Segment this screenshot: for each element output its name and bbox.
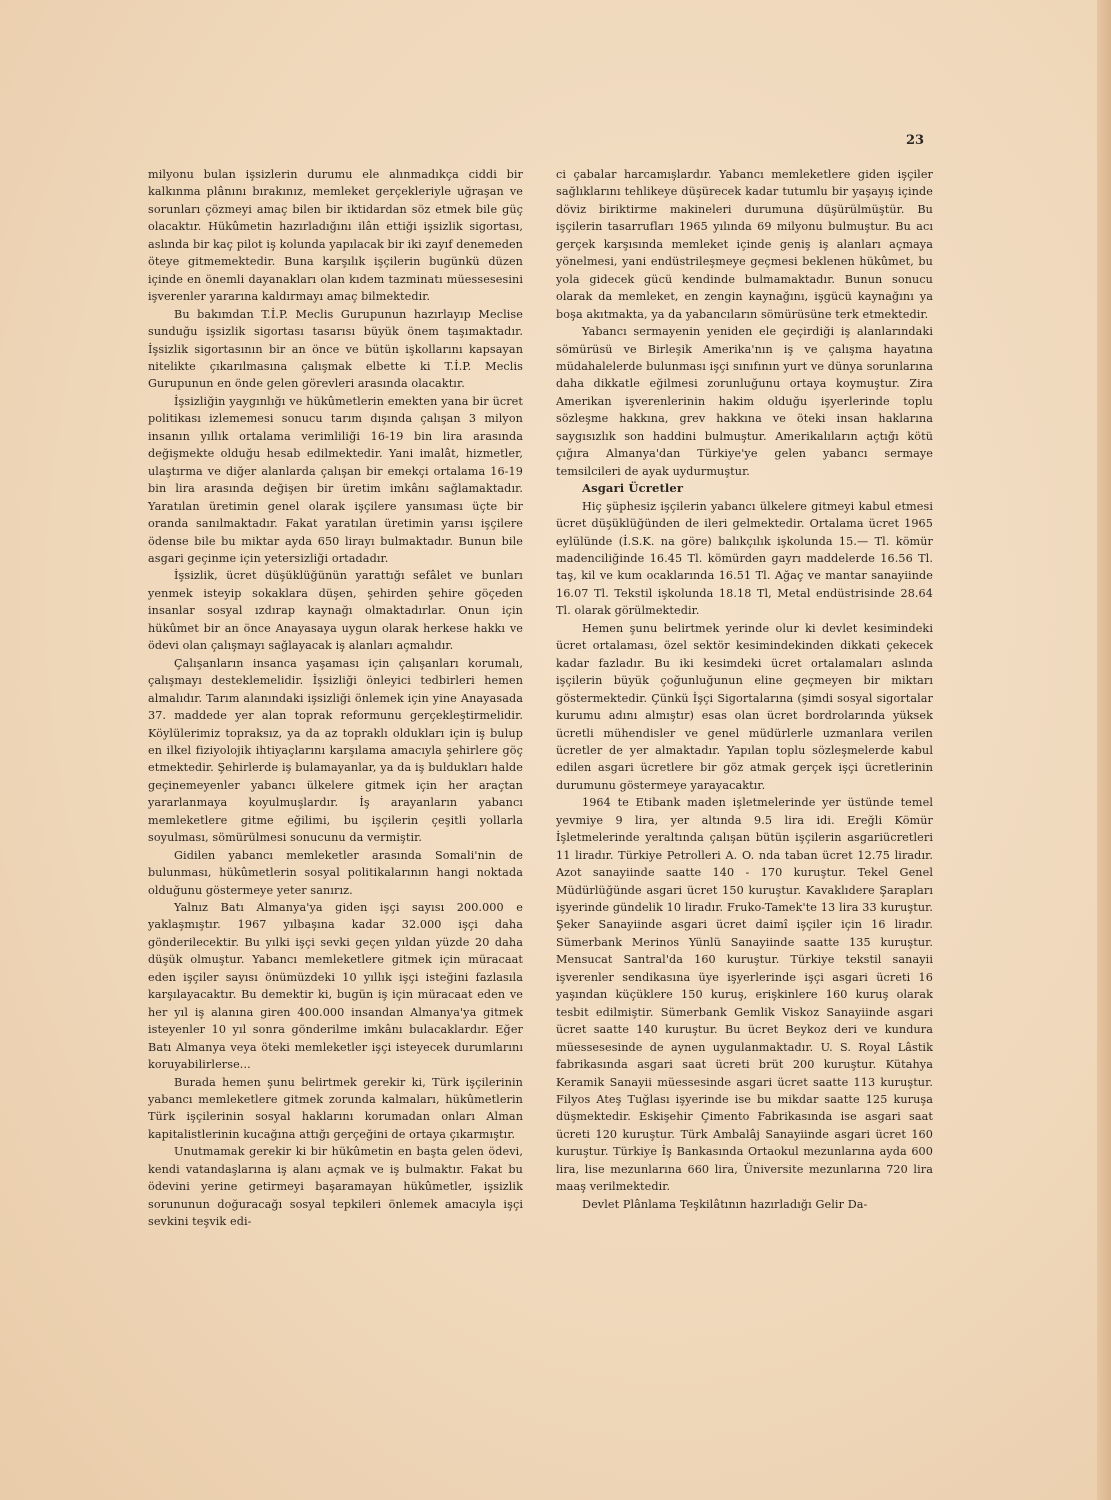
paragraph: 1964 te Etibank maden işletmelerinde yer üstünde temel yevmiye 9 lira, yer altında 9.5 lira idi. Ereğli Kömür İşletmelerinde yeraltında çalışan bütün işçilerin asgariücretleri 11 liradır. Türkiye Petrolleri A. O. nda taban ücret 12.75 liradır. Azot sanayiinde saatte 140 - 170 kuruştur. Tekel Genel Müdürlüğünde asgari ücret 150 kuruştur. Kavaklıdere Şarapları işyerinde gündelik 10 liradır. Fruko-Tamek'te 13 lira 33 kuruştur. Şeker Sanayiinde asgari ücret daimî işçiler için 16 liradır. Sümerbank Merinos Yünlü Sanayiinde saatte 135 kuruştur. Mensucat Santral'da 160 kuruştur. Türkiye tekstil sanayii işverenler sendikasına üye işyerlerinde işçi asgari ücreti 16 yaşından küçüklere 150 kuruş, erişkinlere 160 kuruş olarak tesbit edilmiştir. Sümerbank Gemlik Viskoz Sanayiinde asgari ücret saatte 140 kuruştur. Bu ücret Beykoz deri ve kundura müessesesinde de aynen uygulanmaktadır. U. S. Royal Lâstik fabrikasında asgari saat ücreti brüt 200 kuruştur. Kütahya Keramik Sanayii müessesinde asgari ücret saatte 113 kuruştur. Filyos Ateş Tuğlası işyerinde ise bu mikdar saatte 125 kuruşa düşmektedir. Eskişehir Çimento Fabrikasında ise asgari saat ücreti 120 kuruştur. Türk Ambalâj Sanayiinde asgari ücret 160 kuruştur. Türkiye İş Bankasında Ortaokul mezunlarına ayda 600 lira, lise mezunlarına 660 lira, Üniversite mezunlarına 720 lira maaş verilmektedir. <box>556 796 933 1194</box>
paragraph: Burada hemen şunu belirtmek gerekir ki, Türk işçilerinin yabancı memleketlere gitmek zorunda kalmaları, hükûmetlerin Türk işçilerinin sosyal haklarını korumadan onları Alman kapitalistlerinin kucağına attığı gerçeğini de ortaya çıkarmıştır. <box>148 1075 523 1141</box>
left-column <box>148 166 523 1231</box>
paragraph: ci çabalar harcamışlardır. Yabancı memleketlere giden işçiler sağlıklarını tehlikeye düşürecek kadar tutumlu bir yaşayış içinde döviz biriktirme makineleri durumuna düşürülmüştür. Bu işçilerin tasarrufları 1965 yılında 69 milyonu bulmuştur. Bu acı gerçek karşısında memleket içinde geniş iş alanları açmaya yönelmesi, yani endüstrileşmeye geçmesi beklenen hükûmet, bu yola gidecek gücü kendinde bulmamaktadır. Bunun sonucu olarak da memleket, en zengin kaynağını, işgücü kaynağını ya boşa akıtmakta, ya da yabancıların sömürüsüne terk etmektedir. <box>556 168 933 321</box>
paragraph: Çalışanların insanca yaşaması için çalışanları korumalı, çalışmayı desteklemelidir. İşsizliği önleyici tedbirleri hemen almalıdır. Tarım alanındaki işsizliği önlemek için yine Anayasada 37. maddede yer alan toprak reformunu gerçekleştirmelidir. Köylülerimiz topraksız, ya da az topraklı oldukları için iş bulup en ilkel fiziyolojik ihtiyaçlarını karşılama amacıyla şehirlere göç etmektedir. Şehirlerde iş bulamayanlar, ya da iş buldukları halde geçinemeyenler yabancı ülkelere gitmek için her araçtan yararlanmaya koyulmuşlardır. İş arayanların yabancı memleketlere gitme eğilimi, bu işçilerin çeşitli yollarla soyulması, sömürülmesi sonucunu da vermiştir. <box>148 656 523 845</box>
page-edge <box>1097 0 1111 1500</box>
right-column <box>556 166 933 1213</box>
section-heading: Asgari Ücretler <box>582 481 684 496</box>
page-number: 23 <box>906 133 925 148</box>
paragraph: Yabancı sermayenin yeniden ele geçirdiği iş alanlarındaki sömürüsü ve Birleşik Amerika'nın iş ve çalışma hayatına müdahalelerde bulunması işçi sınıfının yurt ve dünya sorunlarına daha dikkatle eğilmesi zorunluğunu ortaya koymuştur. Zira Amerikan işverenlerinin hakim olduğu işyerlerinde toplu sözleşme hakkına, grev hakkına ve öteki insan haklarına saygısızlık son haddini bulmuştur. Amerikalıların açtığı kötü çığıra Almanya'dan Türkiye'ye gelen yabancı sermaye temsilcileri de ayak uydurmuştur. <box>556 325 933 478</box>
paragraph: İşsizlik, ücret düşüklüğünün yarattığı sefâlet ve bunları yenmek isteyip sokaklara düşen, şehirden şehire göçeden insanlar sosyal ızdırap kaynağı olmaktadırlar. Onun için hükûmet bir an önce Anayasaya uygun olarak herkese hakkı ve ödevi olan çalışmayı sağlayacak iş alanları açmalıdır. <box>148 569 523 653</box>
paragraph: İşsizliğin yaygınlığı ve hükûmetlerin emekten yana bir ücret politikası izlememesi sonucu tarım dışında çalışan 3 milyon insanın yıllık ortalama verimliliği 16-19 bin lira arasında değişmekte olduğu hesab edilmektedir. Yani imalât, hizmetler, ulaştırma ve diğer alanlarda çalışan bir emekçi ortalama 16-19 bin lira arasında değişen bir üretim imkânı sağlamaktadır. Yaratılan üretimin genel olarak işçilere yansıması üçte bir oranda sanılmaktadır. Fakat yaratılan üretimin yarısı işçilere ödense bile bu miktar ayda 650 lirayı bulmaktadır. Bunun bile asgari geçinme için yetersizliği ortadadır. <box>148 394 523 565</box>
paragraph: Yalnız Batı Almanya'ya giden işçi sayısı 200.000 e yaklaşmıştır. 1967 yılbaşına kadar 32.000 işçi daha gönderilecektir. Bu yılki işçi sevki geçen yıldan yüzde 20 daha düşük olmuştur. Yabancı memleketlere gitmek için müracaat eden işçiler sayısı önümüzdeki 10 yıllık işçi isteğini fazlasıla karşılayacaktır. Bu demektir ki, bugün iş için müracaat eden ve her yıl iş alanına giren 400.000 insandan Almanya'ya gitmek isteyenler 10 yıl sonra gönderilme imkânı bulacaklardır. Eğer Batı Almanya veya öteki memleketler işçi isteyecek durumlarını koruyabilirlerse... <box>148 901 523 1072</box>
paragraph: Unutmamak gerekir ki bir hükûmetin en başta gelen ödevi, kendi vatandaşlarına iş alanı açmak ve iş bulmaktır. Fakat bu ödevini yerine getirmeyi başaramayan hükûmetler, işsizlik sorununun doğuracağı sosyal tepkileri önlemek amacıyla işçi sevkini teşvik edi- <box>148 1145 523 1229</box>
paragraph: Devlet Plânlama Teşkilâtının hazırladığı Gelir Da- <box>582 1197 868 1211</box>
paragraph: milyonu bulan işsizlerin durumu ele alınmadıkça ciddi bir kalkınma plânını bırakınız, memleket gerçekleriyle uğraşan ve sorunları çözmeyi amaç bilen bir iktidardan söz etmek bile güç olacaktır. Hükûmetin hazırladığını ilân ettiği işsizlik sigortası, aslında bir kaç pilot iş kolunda yapılacak bir iki zayıf denemeden öteye gitmemektedir. Buna karşılık işçilerin bugünkü düzen içinde en önemli dayanakları olan kıdem tazminatı müessesesini işverenler yararına kaldırmayı amaç bilmektedir. <box>148 168 523 304</box>
paragraph: Hiç şüphesiz işçilerin yabancı ülkelere gitmeyi kabul etmesi ücret düşüklüğünden de ileri gelmektedir. Ortalama ücret 1965 eylülünde (İ.S.K. na göre) balıkçılık işkolunda 15.— Tl. kömür madenciliğinde 16.45 Tl. kömürden gayrı maddelerde 16.56 Tl. taş, kil ve kum ocaklarında 16.51 Tl. Ağaç ve mantar sanayiinde 16.07 Tl. Tekstil işkolunda 18.18 Tl, Metal endüstrisinde 28.64 Tl. olarak görülmektedir. <box>556 499 933 618</box>
paragraph: Bu bakımdan T.İ.P. Meclis Gurupunun hazırlayıp Meclise sunduğu işsizlik sigortası tasarısı büyük önem taşımaktadır. İşsizlik sigortasının bir an önce ve bütün işkollarını kapsayan nitelikte çıkarılmasına çalışmak elbette ki T.İ.P. Meclis Gurupunun en önde gelen görevleri arasında olacaktır. <box>148 307 523 391</box>
paragraph: Hemen şunu belirtmek yerinde olur ki devlet kesimindeki ücret ortalaması, özel sektör kesimindekinden dikkati çekecek kadar fazladır. Bu iki kesimdeki ücret ortalamaları aslında işçilerin büyük çoğunluğunun eline geçmeyen bir miktarı göstermektedir. Çünkü İşçi Sigortalarına (şimdi sosyal sigortalar kurumu adını almıştır) esas olan ücret bordrolarında yüksek ücretli mühendisler ve genel müdürlerle uzmanlara verilen ücretler de yer almaktadır. Yapılan toplu sözleşmelerde kabul edilen asgari ücretlere bir göz atmak gerçek işçi ücretlerinin durumunu göstermeye yarayacaktır. <box>556 621 933 792</box>
paragraph: Gidilen yabancı memleketler arasında Somali'nin de bulunması, hükûmetlerin sosyal politikalarının hangi noktada olduğunu göstermeye yeter sanırız. <box>148 848 523 897</box>
